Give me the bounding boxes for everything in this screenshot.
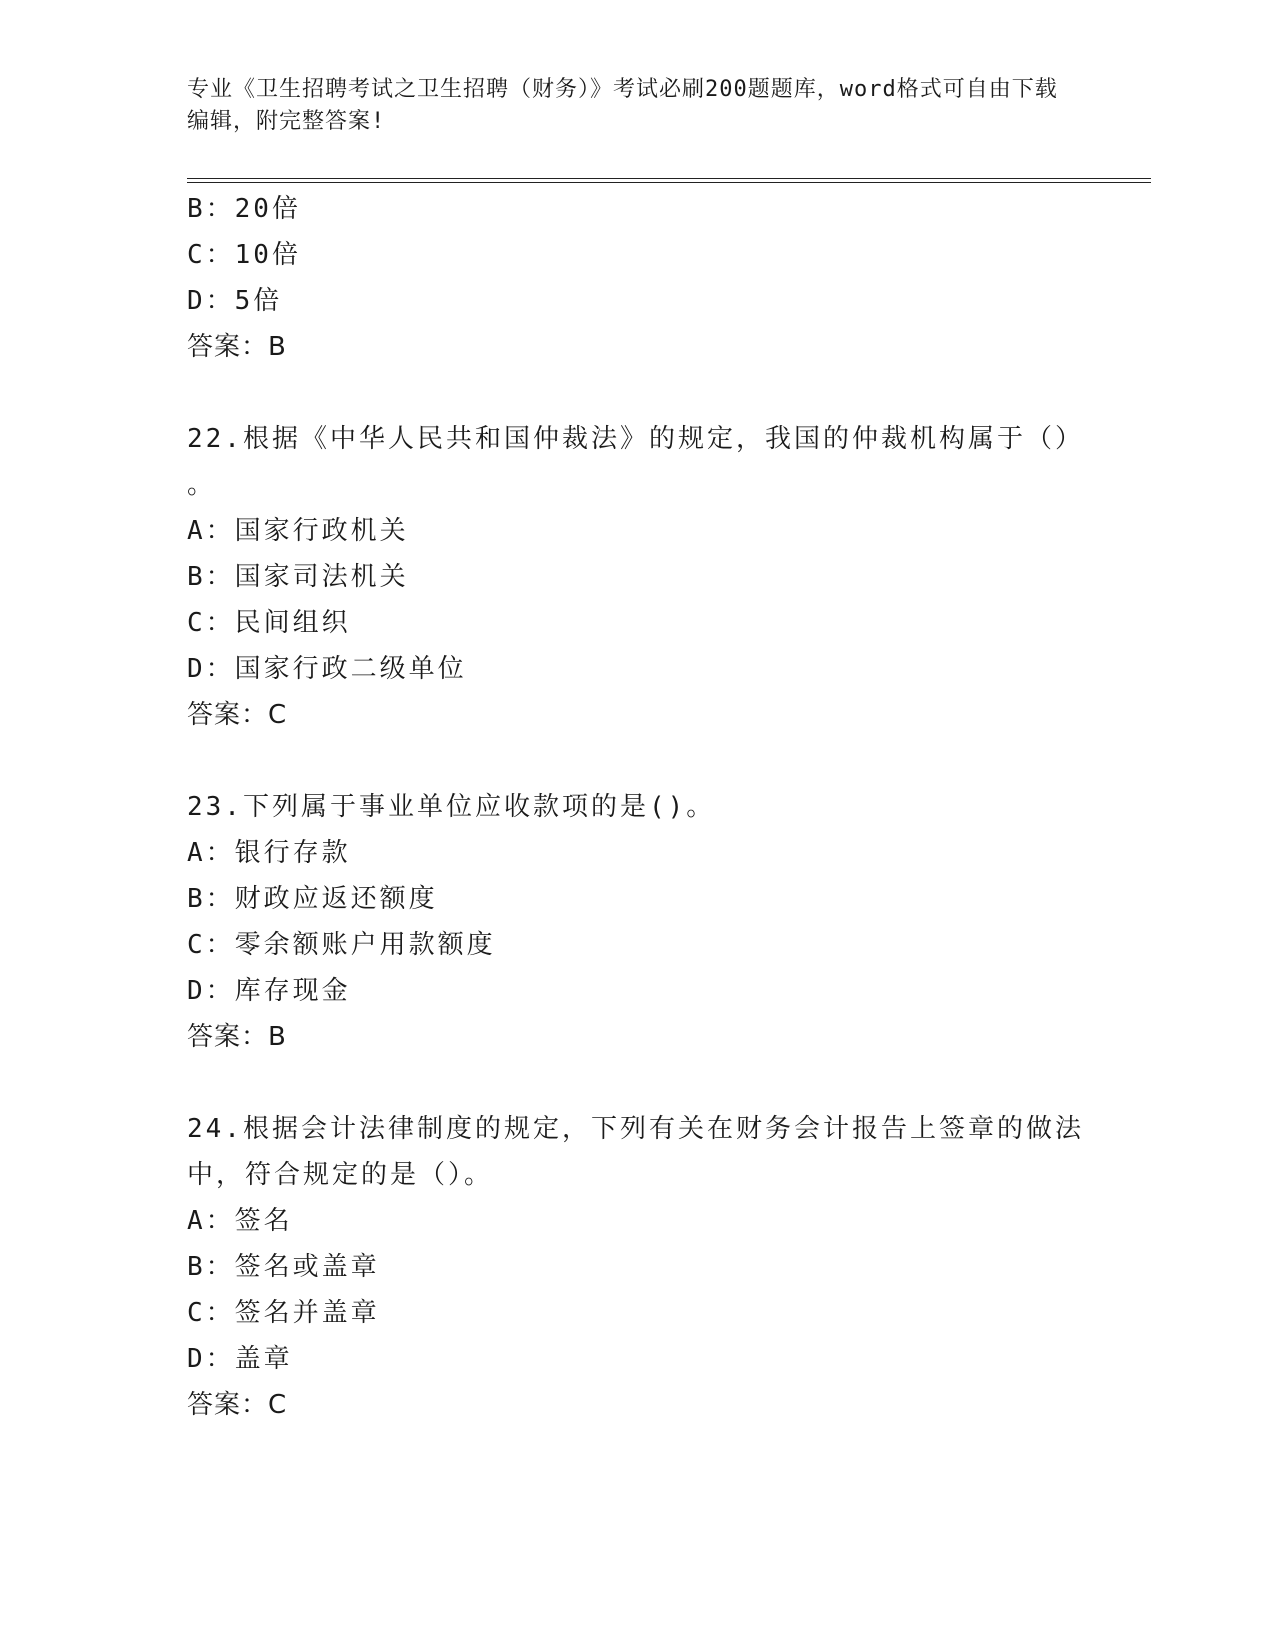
option-b: B：国家司法机关 [187,562,409,592]
document-header: 专业《卫生招聘考试之卫生招聘（财务）》考试必刷200题题库，word格式可自由下载编辑，附完整答案! [187,77,1058,134]
question-stem-continued: 中，符合规定的是（）。 [187,1160,494,1190]
option-b: B：签名或盖章 [187,1252,380,1282]
option-d: D：5倍 [187,286,283,316]
option-b: B：20倍 [187,194,301,224]
option-d: D：库存现金 [187,976,351,1006]
option-c: C：10倍 [187,240,301,270]
previous-question-tail [187,186,1107,370]
document-body [187,186,1107,1428]
option-d: D：国家行政二级单位 [187,654,467,684]
question-22 [187,416,1107,738]
option-a: A：国家行政机关 [187,516,409,546]
answer-line: 答案：B [187,1022,287,1052]
answer-line: 答案：B [187,332,287,362]
option-d: D：盖章 [187,1344,293,1374]
question-stem: 23.下列属于事业单位应收款项的是()。 [187,792,716,822]
option-c: C：民间组织 [187,608,351,638]
question-stem: 22.根据《中华人民共和国仲裁法》的规定，我国的仲裁机构属于（） [187,424,1084,454]
option-c: C：签名并盖章 [187,1298,380,1328]
answer-line: 答案：C [187,700,288,730]
option-a: A：银行存款 [187,838,351,868]
question-stem-continued: 。 [187,470,217,500]
option-a: A：签名 [187,1206,293,1236]
header-divider [187,178,1151,183]
option-c: C：零余额账户用款额度 [187,930,496,960]
answer-line: 答案：C [187,1390,288,1420]
question-23 [187,784,1107,1060]
option-b: B：财政应返还额度 [187,884,438,914]
question-stem: 24.根据会计法律制度的规定，下列有关在财务会计报告上签章的做法 [187,1114,1084,1144]
question-24 [187,1106,1107,1428]
